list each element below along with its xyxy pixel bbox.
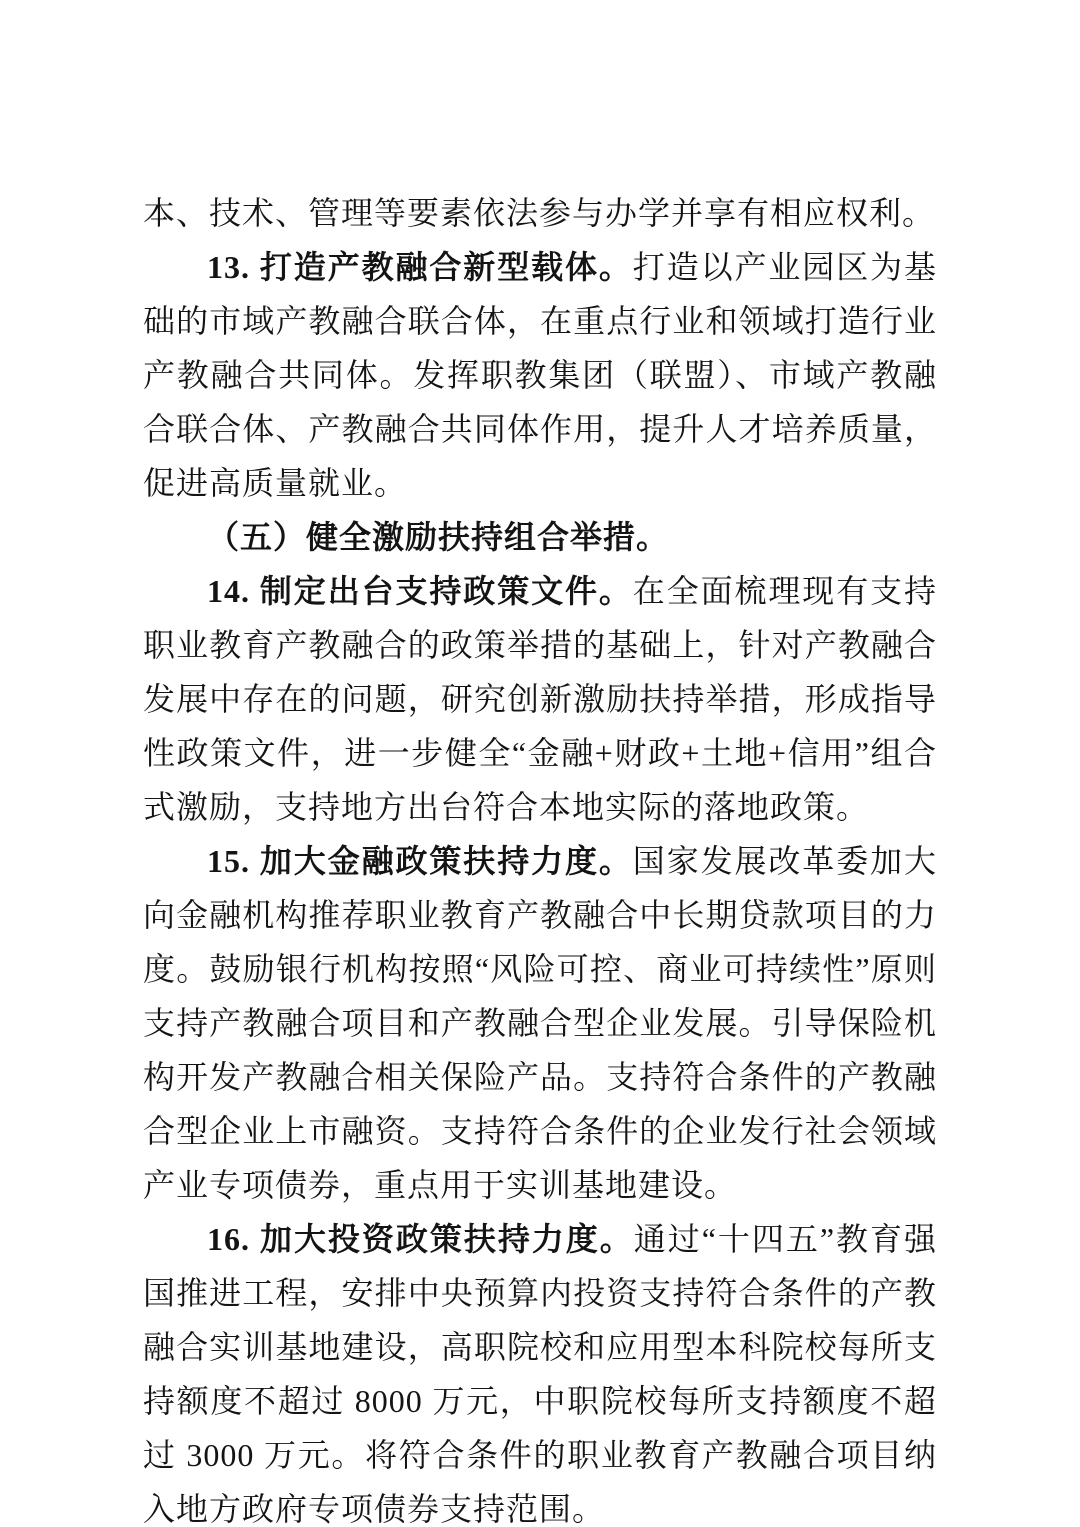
paragraph bbox=[143, 564, 937, 834]
paragraph-text: 打造以产业园区为基础的市域产教融合联合体，在重点行业和领域打造行业产教融合共同体。发挥职教集团（联盟）、市域产教融合联合体、产教融合共同体作用，提升人才培养质量，促进高质量就业。 bbox=[143, 249, 937, 501]
paragraph-lead: （五）健全激励扶持组合举措。 bbox=[207, 519, 670, 555]
paragraph-lead: 14. 制定出台支持政策文件。 bbox=[207, 573, 633, 609]
document-content bbox=[143, 186, 937, 1527]
paragraph-text: 本、技术、管理等要素依法参与办学并享有相应权利。 bbox=[143, 195, 936, 231]
paragraph-text: 国家发展改革委加大向金融机构推荐职业教育产教融合中长期贷款项目的力度。鼓励银行机构按照“风险可控、商业可持续性”原则支持产教融合项目和产教融合型企业发展。引导保险机构开发产教融合相关保险产品。支持符合条件的产教融合型企业上市融资。支持符合条件的企业发行社会领域产业专项债券，重点用于实训基地建设。 bbox=[143, 843, 937, 1203]
paragraph-lead: 13. 打造产教融合新型载体。 bbox=[207, 249, 633, 285]
paragraph bbox=[143, 186, 937, 240]
paragraph bbox=[143, 240, 937, 510]
paragraph-text: 通过“十四五”教育强国推进工程，安排中央预算内投资支持符合条件的产教融合实训基地建设，高职院校和应用型本科院校每所支持额度不超过 8000 万元，中职院校每所支持额度不超过 3000 万元。将符合条件的职业教育产教融合项目纳入地方政府专项债券支持范围。 bbox=[143, 1221, 937, 1527]
paragraph bbox=[143, 510, 937, 564]
paragraph-text: 在全面梳理现有支持职业教育产教融合的政策举措的基础上，针对产教融合发展中存在的问题，研究创新激励扶持举措，形成指导性政策文件，进一步健全“金融+财政+土地+信用”组合式激励，支持地方出台符合本地实际的落地政策。 bbox=[143, 573, 937, 825]
paragraph-lead: 15. 加大金融政策扶持力度。 bbox=[207, 843, 633, 879]
paragraph bbox=[143, 1212, 937, 1527]
paragraph-lead: 16. 加大投资政策扶持力度。 bbox=[207, 1221, 634, 1257]
paragraph bbox=[143, 834, 937, 1212]
